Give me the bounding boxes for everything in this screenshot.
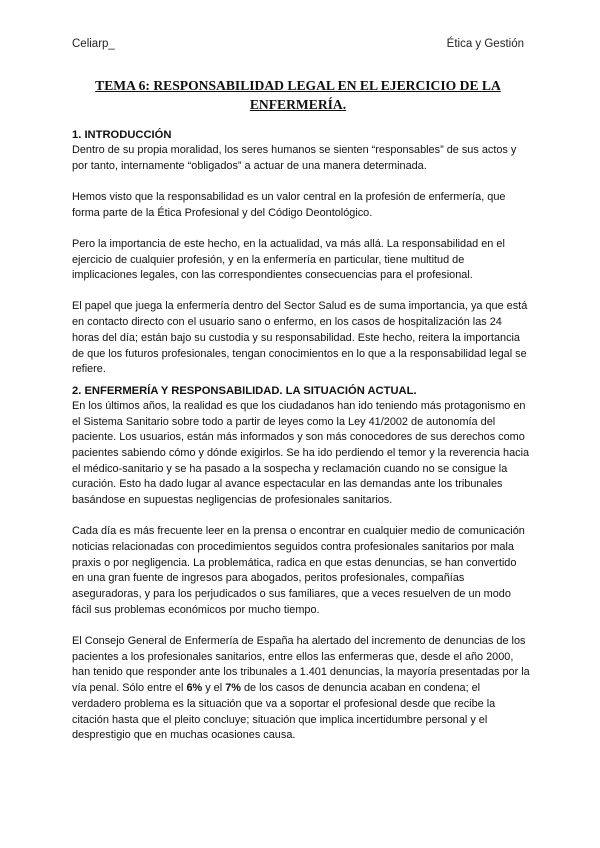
- p3-percent-2: 7%: [225, 682, 241, 695]
- p3-text-1: El Consejo General de Enfermería de España ha alertado del incremento de denuncias de los pacientes a los profesionales sanitarios, entre ellos las enfermeras que, desde el año 2000, han tenido que responder ante los tribunales a 1.401 denuncias, la mayoría presentadas por la vía penal. Sólo entre el: [72, 635, 530, 695]
- header-left: Celiarp_: [72, 38, 115, 50]
- p3-percent-1: 6%: [186, 682, 203, 695]
- section1-paragraph-3: Pero la importancia de este hecho, en la actualidad, va más allá. La responsabilidad en el ejercicio de cualquier profesión, y en la enfermería en particular, tiene multitud de implicaciones legales, con las correspondientes consecuencias para el profesional.: [72, 237, 505, 282]
- title-line-2: ENFERMERÍA.: [249, 97, 347, 112]
- section2-paragraph-3: [72, 634, 530, 744]
- section1-paragraph-4: El papel que juega la enfermería dentro del Sector Salud es de suma importancia, ya que está en contacto directo con el usuario sano o enfermo, en los casos de hospitalización las 24 horas del día; están bajo su custodia y su responsabilidad. Este hecho, reitera la importancia de que los futuros profesionales, tengan conocimientos en lo que a la responsabilidad legal se refiere.: [72, 300, 528, 376]
- section1-paragraph-1: Dentro de su propia moralidad, los seres humanos se sienten “responsables” de sus actos y por tanto, internamente “obligados” a actuar de una manera determinada.: [72, 144, 517, 172]
- section2-heading: 2. ENFERMERÍA Y RESPONSABILIDAD. LA SITUACIÓN ACTUAL.: [72, 384, 417, 397]
- section2-paragraph-1: En los últimos años, la realidad es que los ciudadanos han ido teniendo más protagonismo en el Sistema Sanitario sobre todo a partir de leyes como la Ley 41/2002 de autonomía del paciente. Los usuarios, están más informados y son más conocedores de sus derechos como pacientes sabiendo cómo y dónde exigirlos. Se ha ido perdiendo el temor y la reverencia hacia el médico-sanitario y se ha pasado a la sospecha y reclamación cuando no se consigue la curación. Esto ha dado lugar al avance espectacular en las demandas ante los tribunales basándose en supuestas negligencias de profesionales sanitarios.: [72, 399, 530, 507]
- section1-heading: 1. INTRODUCCIÓN: [72, 129, 172, 141]
- page-header: [72, 38, 524, 50]
- document-title: [72, 76, 524, 114]
- header-right: Ética y Gestión: [446, 38, 524, 50]
- document-body: [72, 128, 530, 760]
- p3-text-2: y el: [202, 682, 226, 695]
- p3-text-3: de los casos de denuncia acaban en condena; el verdadero problema es la situación que va a soportar el profesional desde que recibe la citación hasta que el pleito concluye; situación que implica incertidumbre personal y el desprestigio que en muchas ocasiones causa.: [72, 682, 496, 742]
- section1-paragraph-2: Hemos visto que la responsabilidad es un valor central en la profesión de enfermería, que forma parte de la Ética Profesional y del Código Deontológico.: [72, 190, 506, 219]
- title-line-1: TEMA 6: RESPONSABILIDAD LEGAL EN EL EJERCICIO DE LA: [95, 78, 501, 93]
- section2-paragraph-2: Cada día es más frecuente leer en la prensa o encontrar en cualquier medio de comunicación noticias relacionadas con procedimientos seguidos contra profesionales sanitarios por mala praxis o por negligencia. La problemática, radica en que estas denuncias, se han convertido en una gran fuente de ingresos para abogados, peritos profesionales, compañías aseguradoras, y para los perjudicados o sus familiares, que a veces resuelven de un modo fácil sus problemas económicos por mucho tiempo.: [72, 525, 525, 616]
